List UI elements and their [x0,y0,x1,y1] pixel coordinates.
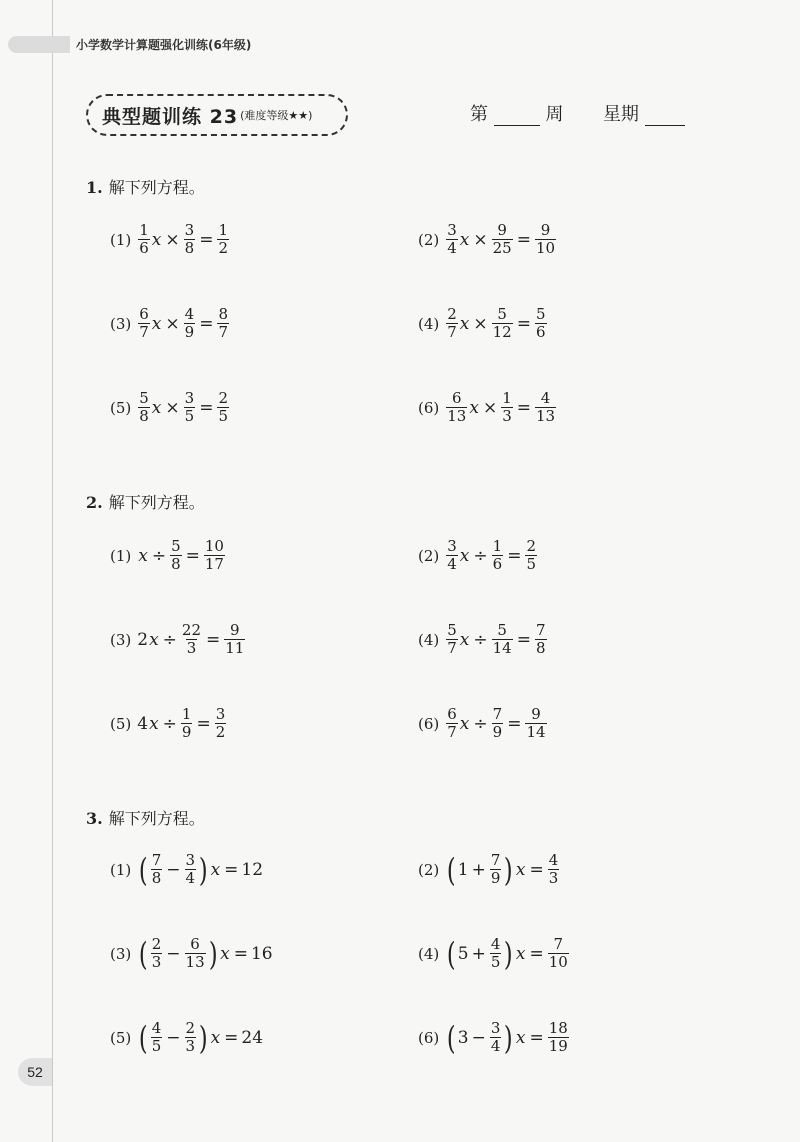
operator: − [166,859,181,880]
numerator: 9 [230,621,240,639]
running-head-bar [8,36,70,53]
operator: + [471,943,486,964]
denominator: 9 [181,723,192,741]
left-paren: ( [139,934,148,973]
week-suffix: 周 [545,104,564,125]
denominator: 5 [184,407,195,425]
denominator: 25 [492,239,512,257]
right-paren: ) [504,850,513,889]
equation-label: (4) [418,630,440,649]
denominator: 2 [215,723,226,741]
fraction [535,222,556,257]
denominator: 6 [535,323,546,341]
numerator: 2 [447,305,457,323]
operator: − [166,1027,181,1048]
numerator: 22 [181,621,202,639]
coefficient: 2 [137,629,149,650]
weekday-label: 星期 [602,104,639,125]
week-day-line [470,100,685,126]
numerator: 2 [151,935,162,953]
week-prefix: 第 [470,104,488,125]
equation-label: (1) [110,860,132,879]
variable-x: x [459,713,470,734]
margin-rule [52,0,53,1142]
equals-sign: = [507,713,522,734]
whole-number: 1 [457,859,469,880]
numerator: 3 [447,537,457,555]
numerator: 4 [490,935,501,953]
denominator: 8 [151,869,162,887]
numerator: 8 [218,305,228,323]
numerator: 2 [185,1019,196,1037]
whole-number: 3 [457,1027,469,1048]
left-paren: ( [139,1018,148,1057]
denominator: 8 [139,407,149,425]
denominator: 9 [184,323,195,341]
denominator: 4 [447,239,457,257]
numerator: 6 [139,305,149,323]
equation [418,706,548,741]
fraction [548,852,560,887]
numerator: 3 [184,221,195,239]
numerator: 7 [535,621,546,639]
divide-sign: ÷ [473,545,488,566]
variable-x: x [459,229,470,250]
variable-x: x [149,713,159,734]
denominator: 4 [185,869,196,887]
right-paren: ) [504,934,513,973]
equation [110,390,230,425]
denominator: 5 [218,407,228,425]
numerator: 9 [540,221,551,239]
fraction [181,622,202,657]
variable-x: x [469,397,479,418]
numerator: 1 [492,537,503,555]
denominator: 13 [447,407,467,425]
left-paren: ( [447,1018,456,1057]
variable-x: x [515,1027,526,1048]
numerator: 3 [215,705,226,723]
denominator: 5 [151,1037,162,1055]
numerator: 4 [548,851,559,869]
denominator: 14 [526,723,546,741]
fraction [490,852,502,887]
denominator: 7 [447,723,457,741]
fraction [224,622,245,657]
fraction [535,390,556,425]
numerator: 1 [218,221,228,239]
numerator: 6 [190,935,200,953]
equation [110,852,263,887]
equation-label: (1) [110,546,132,565]
exercise-title: 典型题训练 23 [102,105,239,128]
result-number: 16 [250,943,273,964]
equation-label: (5) [110,398,132,417]
numerator: 4 [184,305,195,323]
numerator: 2 [218,389,228,407]
fraction [492,222,513,257]
numerator: 5 [139,389,149,407]
fraction [525,706,546,741]
equals-sign: = [185,545,200,566]
numerator: 3 [490,1019,501,1037]
equation-label: (6) [418,1028,440,1047]
fraction [490,1020,502,1055]
fraction [548,1020,569,1055]
numerator: 7 [553,935,563,953]
numerator: 5 [497,621,507,639]
right-paren: ) [504,1018,513,1057]
fraction [490,936,502,971]
divide-sign: ÷ [162,629,177,650]
left-paren: ( [447,934,456,973]
equals-sign: = [529,943,544,964]
right-paren: ) [208,934,218,973]
running-head [0,32,300,58]
operator: − [166,943,181,964]
equation [110,306,230,341]
equals-sign: = [196,713,211,734]
numerator: 9 [497,221,507,239]
numerator: 1 [502,389,512,407]
equation [418,538,538,573]
numerator: 4 [151,1019,162,1037]
fraction [446,390,467,425]
fraction [535,622,547,657]
numerator: 6 [452,389,462,407]
right-paren: ) [198,850,208,889]
numerator: 5 [535,305,546,323]
denominator: 6 [492,555,503,573]
fraction [184,390,196,425]
numerator: 5 [447,621,457,639]
equals-sign: = [206,629,221,650]
left-paren: ( [447,850,456,889]
equation [418,936,570,971]
equation [418,222,557,257]
equation-label: (2) [418,230,440,249]
numerator: 4 [540,389,551,407]
equation-label: (2) [418,860,440,879]
fraction [185,1020,197,1055]
equation-label: (2) [418,546,440,565]
equation [418,622,548,657]
divide-sign: ÷ [473,629,488,650]
numerator: 7 [490,851,501,869]
equation [110,222,230,257]
numerator: 3 [184,389,195,407]
denominator: 5 [490,953,501,971]
equals-sign: = [224,859,239,880]
denominator: 10 [548,953,568,971]
fraction [151,1020,163,1055]
equation-label: (6) [418,714,440,733]
variable-x: x [210,1027,221,1048]
equation-label: (3) [110,944,132,963]
fraction [151,936,163,971]
fraction [185,936,206,971]
result-number: 12 [241,859,264,880]
fraction [138,306,150,341]
variable-x: x [220,943,230,964]
equals-sign: = [199,397,214,418]
times-sign: × [165,229,180,250]
right-paren: ) [198,1018,208,1057]
times-sign: × [165,397,180,418]
fraction [184,222,196,257]
numerator: 5 [171,537,181,555]
fraction [446,538,458,573]
denominator: 12 [492,323,512,341]
section-3-title: 3. 解下列方程。 [86,809,205,828]
fraction [217,390,229,425]
equation [110,1020,263,1055]
times-sign: × [165,313,180,334]
denominator: 19 [548,1037,568,1055]
equation-label: (1) [110,230,132,249]
difficulty-label: (难度等级★★) [240,109,313,122]
denominator: 4 [490,1037,501,1055]
fraction [215,706,227,741]
denominator: 7 [447,639,457,657]
equation [418,1020,570,1055]
denominator: 9 [490,869,501,887]
variable-x: x [459,313,470,334]
coefficient: 4 [137,713,149,734]
page-number: 52 [18,1058,52,1086]
fraction [184,306,196,341]
numerator: 18 [548,1019,568,1037]
numerator: 5 [497,305,507,323]
equation-label: (3) [110,314,132,333]
equals-sign: = [529,1027,544,1048]
denominator: 13 [535,407,556,425]
left-paren: ( [139,850,148,889]
equation [110,706,227,741]
numerator: 6 [447,705,457,723]
variable-x: x [151,313,162,334]
times-sign: × [482,397,498,418]
equals-sign: = [516,397,531,418]
denominator: 7 [447,323,457,341]
equation [110,622,246,657]
fraction [170,538,182,573]
fraction [492,538,504,573]
numerator: 9 [531,705,541,723]
variable-x: x [515,943,526,964]
divide-sign: ÷ [162,713,177,734]
denominator: 3 [186,639,197,657]
exercise-title-box [86,94,348,136]
denominator: 8 [171,555,181,573]
numerator: 1 [181,705,192,723]
denominator: 4 [447,555,457,573]
fraction [492,622,513,657]
equals-sign: = [233,943,248,964]
times-sign: × [473,229,488,250]
variable-x: x [151,229,162,250]
fraction [138,390,150,425]
fraction [446,622,458,657]
fraction [492,706,504,741]
weekday-blank[interactable] [645,107,685,126]
times-sign: × [473,313,488,334]
numerator: 3 [447,221,457,239]
denominator: 8 [535,639,546,657]
fraction [217,306,229,341]
fraction [525,538,537,573]
fraction [535,306,547,341]
denominator: 9 [492,723,503,741]
equation [110,936,273,971]
denominator: 14 [492,639,512,657]
running-head-text: 小学数学计算题强化训练(6年级) [76,38,252,52]
variable-x: x [459,545,470,566]
equation [418,306,548,341]
denominator: 3 [548,869,559,887]
variable-x: x [151,397,162,418]
fraction [446,306,458,341]
equation-label: (5) [110,714,132,733]
equation-label: (3) [110,630,132,649]
fraction [204,538,225,573]
fraction [181,706,193,741]
week-blank[interactable] [494,107,540,126]
result-number: 24 [241,1027,264,1048]
equals-sign: = [199,229,214,250]
fraction [446,706,458,741]
numerator: 10 [204,537,224,555]
variable-x: x [149,629,159,650]
equals-sign: = [224,1027,239,1048]
numerator: 7 [151,851,162,869]
denominator: 6 [139,239,149,257]
equals-sign: = [529,859,544,880]
whole-number: 5 [457,943,469,964]
denominator: 5 [526,555,536,573]
denominator: 3 [185,1037,196,1055]
equals-sign: = [516,629,531,650]
variable-x: x [515,859,526,880]
fraction [446,222,458,257]
equation [418,852,560,887]
equation-label: (4) [418,314,440,333]
fraction [492,306,513,341]
equation-label: (4) [418,944,440,963]
denominator: 3 [502,407,512,425]
equals-sign: = [516,313,531,334]
denominator: 2 [218,239,228,257]
numerator: 3 [185,851,196,869]
equation-label: (5) [110,1028,132,1047]
section-1-title: 1. 解下列方程。 [86,178,205,197]
numerator: 2 [526,537,536,555]
operator: − [471,1027,486,1048]
denominator: 7 [139,323,149,341]
equation-label: (6) [418,398,440,417]
fraction [501,390,513,425]
variable-x: x [459,629,470,650]
fraction [185,852,197,887]
equals-sign: = [199,313,214,334]
fraction [217,222,229,257]
denominator: 7 [218,323,228,341]
denominator: 17 [204,555,224,573]
divide-sign: ÷ [473,713,488,734]
variable-x: x [210,859,221,880]
equation [418,390,557,425]
equals-sign: = [507,545,522,566]
fraction [138,222,150,257]
variable-x: x [138,545,148,566]
denominator: 8 [184,239,195,257]
denominator: 13 [185,953,205,971]
equals-sign: = [516,229,531,250]
fraction [548,936,569,971]
divide-sign: ÷ [151,545,167,566]
denominator: 3 [151,953,162,971]
section-2-title: 2. 解下列方程。 [86,493,205,512]
fraction [151,852,163,887]
denominator: 10 [535,239,556,257]
numerator: 1 [139,221,149,239]
operator: + [471,859,486,880]
equation [110,538,226,573]
numerator: 7 [492,705,503,723]
denominator: 11 [225,639,245,657]
